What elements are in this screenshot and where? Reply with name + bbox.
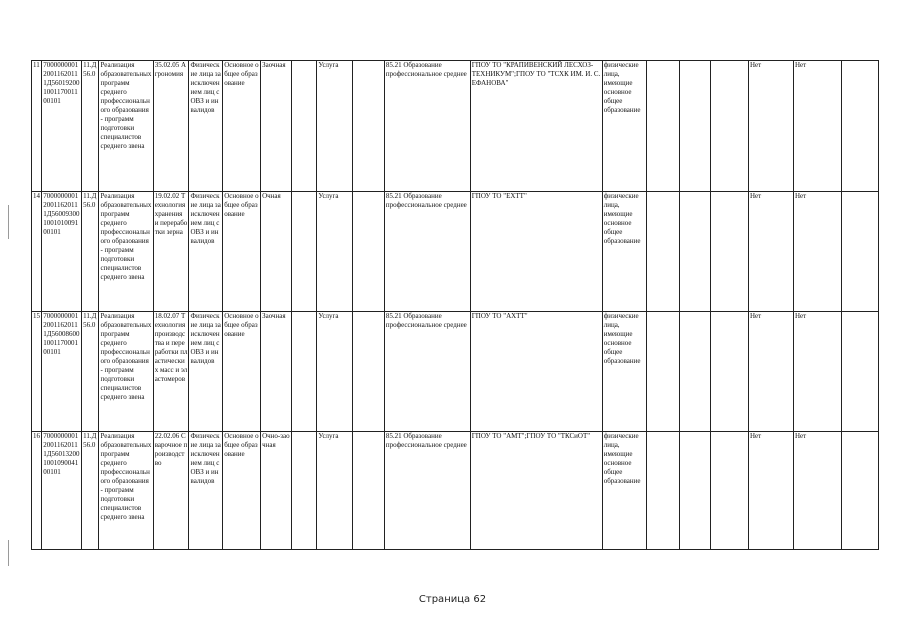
empty-cell (353, 432, 385, 550)
consumer-category: физические лица, имеющие основное общее образование (602, 192, 646, 312)
empty-cell (646, 432, 680, 550)
registry-code: 700000000120011620111Д56008600100117000100101 (42, 312, 82, 432)
flag-value: Нет (793, 61, 841, 192)
table-row (32, 312, 879, 432)
flag-value: Нет (748, 312, 793, 432)
empty-cell (842, 432, 879, 550)
education-base: Основное общее образование (223, 312, 261, 432)
empty-cell (291, 61, 317, 192)
consumer-category: физические лица, имеющие основное общее образование (602, 432, 646, 550)
row-number: 11 (32, 61, 42, 192)
service-name: Реализация образовательных программ среднего профессионального образования - программ подготовки специалистов среднего звена (99, 312, 153, 432)
provider-organizations: ГПОУ ТО "АМТ";ГПОУ ТО "ТКСиОТ" (470, 432, 602, 550)
registry-code: 700000000120011620111Д56013200100109004100101 (42, 432, 82, 550)
table-row (32, 192, 879, 312)
empty-cell (842, 312, 879, 432)
empty-cell (711, 432, 749, 550)
student-category: Физические лица за исключением лиц с ОВЗ и инвалидов (189, 61, 223, 192)
binding-mark (8, 205, 9, 239)
education-base: Основное общее образование (223, 61, 261, 192)
empty-cell (291, 312, 317, 432)
specialty: 19.02.02 Технология хранения и переработки зерна (153, 192, 189, 312)
specialty: 22.02.06 Сварочное производство (153, 432, 189, 550)
okved-code: 85.21 Образование профессиональное среднее (384, 312, 470, 432)
specialty: 18.02.07 Технология производства и переработки пластических масс и эластомеров (153, 312, 189, 432)
table-row (32, 61, 879, 192)
provider-organizations: ГПОУ ТО "КРАПИВЕНСКИЙ ЛЕСХОЗ-ТЕХНИКУМ";ГПОУ ТО "ТСХК ИМ. И. С. ЕФАНОВА" (470, 61, 602, 192)
empty-cell (646, 192, 680, 312)
service-type-code: 11.Д56.0 (82, 312, 99, 432)
service-type-code: 11.Д56.0 (82, 192, 99, 312)
provider-organizations: ГПОУ ТО "АХТТ" (470, 312, 602, 432)
service-name: Реализация образовательных программ среднего профессионального образования - программ подготовки специалистов среднего звена (99, 432, 153, 550)
empty-cell (680, 192, 711, 312)
student-category: Физические лица за исключением лиц с ОВЗ и инвалидов (189, 312, 223, 432)
study-form: Очная (261, 192, 292, 312)
empty-cell (646, 61, 680, 192)
empty-cell (680, 61, 711, 192)
study-form: Заочная (261, 61, 292, 192)
service-kind: Услуга (317, 192, 353, 312)
empty-cell (353, 61, 385, 192)
row-number: 14 (32, 192, 42, 312)
okved-code: 85.21 Образование профессиональное среднее (384, 61, 470, 192)
consumer-category: физические лица, имеющие основное общее образование (602, 61, 646, 192)
row-number: 16 (32, 432, 42, 550)
service-type-code: 11.Д56.0 (82, 432, 99, 550)
service-kind: Услуга (317, 312, 353, 432)
service-kind: Услуга (317, 61, 353, 192)
service-type-code: 11.Д56.0 (82, 61, 99, 192)
flag-value: Нет (748, 192, 793, 312)
empty-cell (711, 312, 749, 432)
service-name: Реализация образовательных программ среднего профессионального образования - программ подготовки специалистов среднего звена (99, 192, 153, 312)
empty-cell (646, 312, 680, 432)
empty-cell (291, 192, 317, 312)
registry-code: 700000000120011620111Д56019200100117001100101 (42, 61, 82, 192)
education-base: Основное общее образование (223, 432, 261, 550)
empty-cell (680, 312, 711, 432)
flag-value: Нет (748, 432, 793, 550)
okved-code: 85.21 Образование профессиональное среднее (384, 192, 470, 312)
services-register-table (31, 60, 879, 550)
empty-cell (353, 192, 385, 312)
study-form: Заочная (261, 312, 292, 432)
binding-mark (8, 540, 9, 566)
table-row (32, 432, 879, 550)
empty-cell (842, 61, 879, 192)
empty-cell (291, 432, 317, 550)
okved-code: 85.21 Образование профессиональное среднее (384, 432, 470, 550)
study-form: Очно-заочная (261, 432, 292, 550)
provider-organizations: ГПОУ ТО "ЕХТТ" (470, 192, 602, 312)
flag-value: Нет (748, 61, 793, 192)
empty-cell (680, 432, 711, 550)
empty-cell (711, 61, 749, 192)
service-kind: Услуга (317, 432, 353, 550)
flag-value: Нет (793, 312, 841, 432)
page-number: Страница 62 (418, 594, 487, 605)
empty-cell (353, 312, 385, 432)
empty-cell (842, 192, 879, 312)
row-number: 15 (32, 312, 42, 432)
consumer-category: физические лица, имеющие основное общее образование (602, 312, 646, 432)
specialty: 35.02.05 Агрономия (153, 61, 189, 192)
student-category: Физические лица за исключением лиц с ОВЗ и инвалидов (189, 192, 223, 312)
flag-value: Нет (793, 432, 841, 550)
empty-cell (711, 192, 749, 312)
education-base: Основное общее образование (223, 192, 261, 312)
student-category: Физические лица за исключением лиц с ОВЗ и инвалидов (189, 432, 223, 550)
registry-code: 700000000120011620111Д56009300100101009100101 (42, 192, 82, 312)
flag-value: Нет (793, 192, 841, 312)
service-name: Реализация образовательных программ среднего профессионального образования - программ подготовки специалистов среднего звена (99, 61, 153, 192)
